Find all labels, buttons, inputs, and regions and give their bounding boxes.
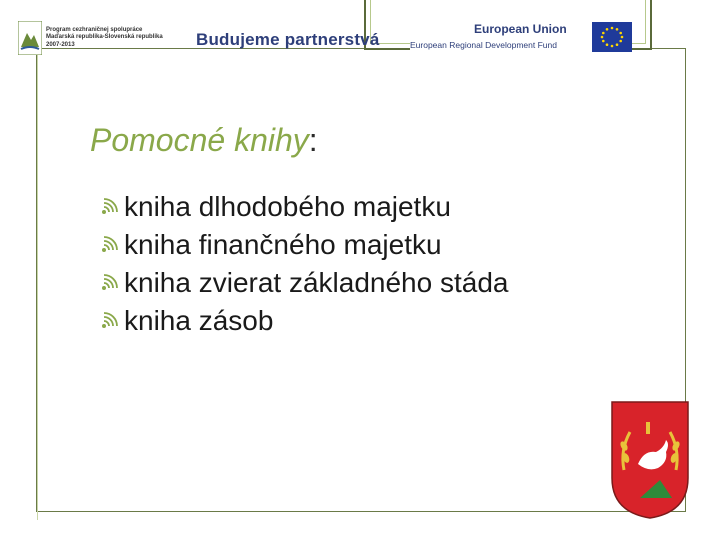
program-line-2: Maďarská republika-Slovenská republika — [46, 34, 163, 41]
slide-title — [90, 122, 318, 159]
bullet-text: kniha dlhodobého majetku — [124, 191, 451, 222]
program-logo — [18, 18, 178, 58]
program-logo-icon — [18, 21, 42, 55]
list-item — [100, 264, 508, 302]
wifi-arcs-icon — [100, 312, 122, 330]
slogan: Budujeme partnerstvá — [196, 30, 380, 49]
eu-title: European Union — [474, 22, 567, 36]
wifi-arcs-icon — [100, 236, 122, 254]
logo-banner — [18, 18, 658, 58]
coat-of-arms-icon — [610, 400, 690, 520]
left-rule — [24, 40, 38, 520]
bullet-text: kniha zásob — [124, 305, 274, 336]
slide-title-text: Pomocné knihy — [90, 122, 309, 158]
slide-title-colon: : — [308, 122, 318, 158]
eu-flag-icon — [592, 22, 632, 52]
wifi-arcs-icon — [100, 274, 122, 292]
program-line-3: 2007-2013 — [46, 41, 75, 48]
bullet-text: kniha finančného majetku — [124, 229, 442, 260]
list-item — [100, 302, 508, 340]
program-logo-text — [46, 27, 163, 50]
list-item — [100, 188, 508, 226]
bullet-text: kniha zvierat základného stáda — [124, 267, 509, 298]
program-line-1: Program cezhraničnej spolupráce — [46, 26, 143, 33]
list-item — [100, 226, 508, 264]
eu-subtitle: European Regional Development Fund — [410, 40, 557, 50]
wifi-arcs-icon — [100, 198, 122, 216]
bullet-list — [100, 188, 508, 340]
